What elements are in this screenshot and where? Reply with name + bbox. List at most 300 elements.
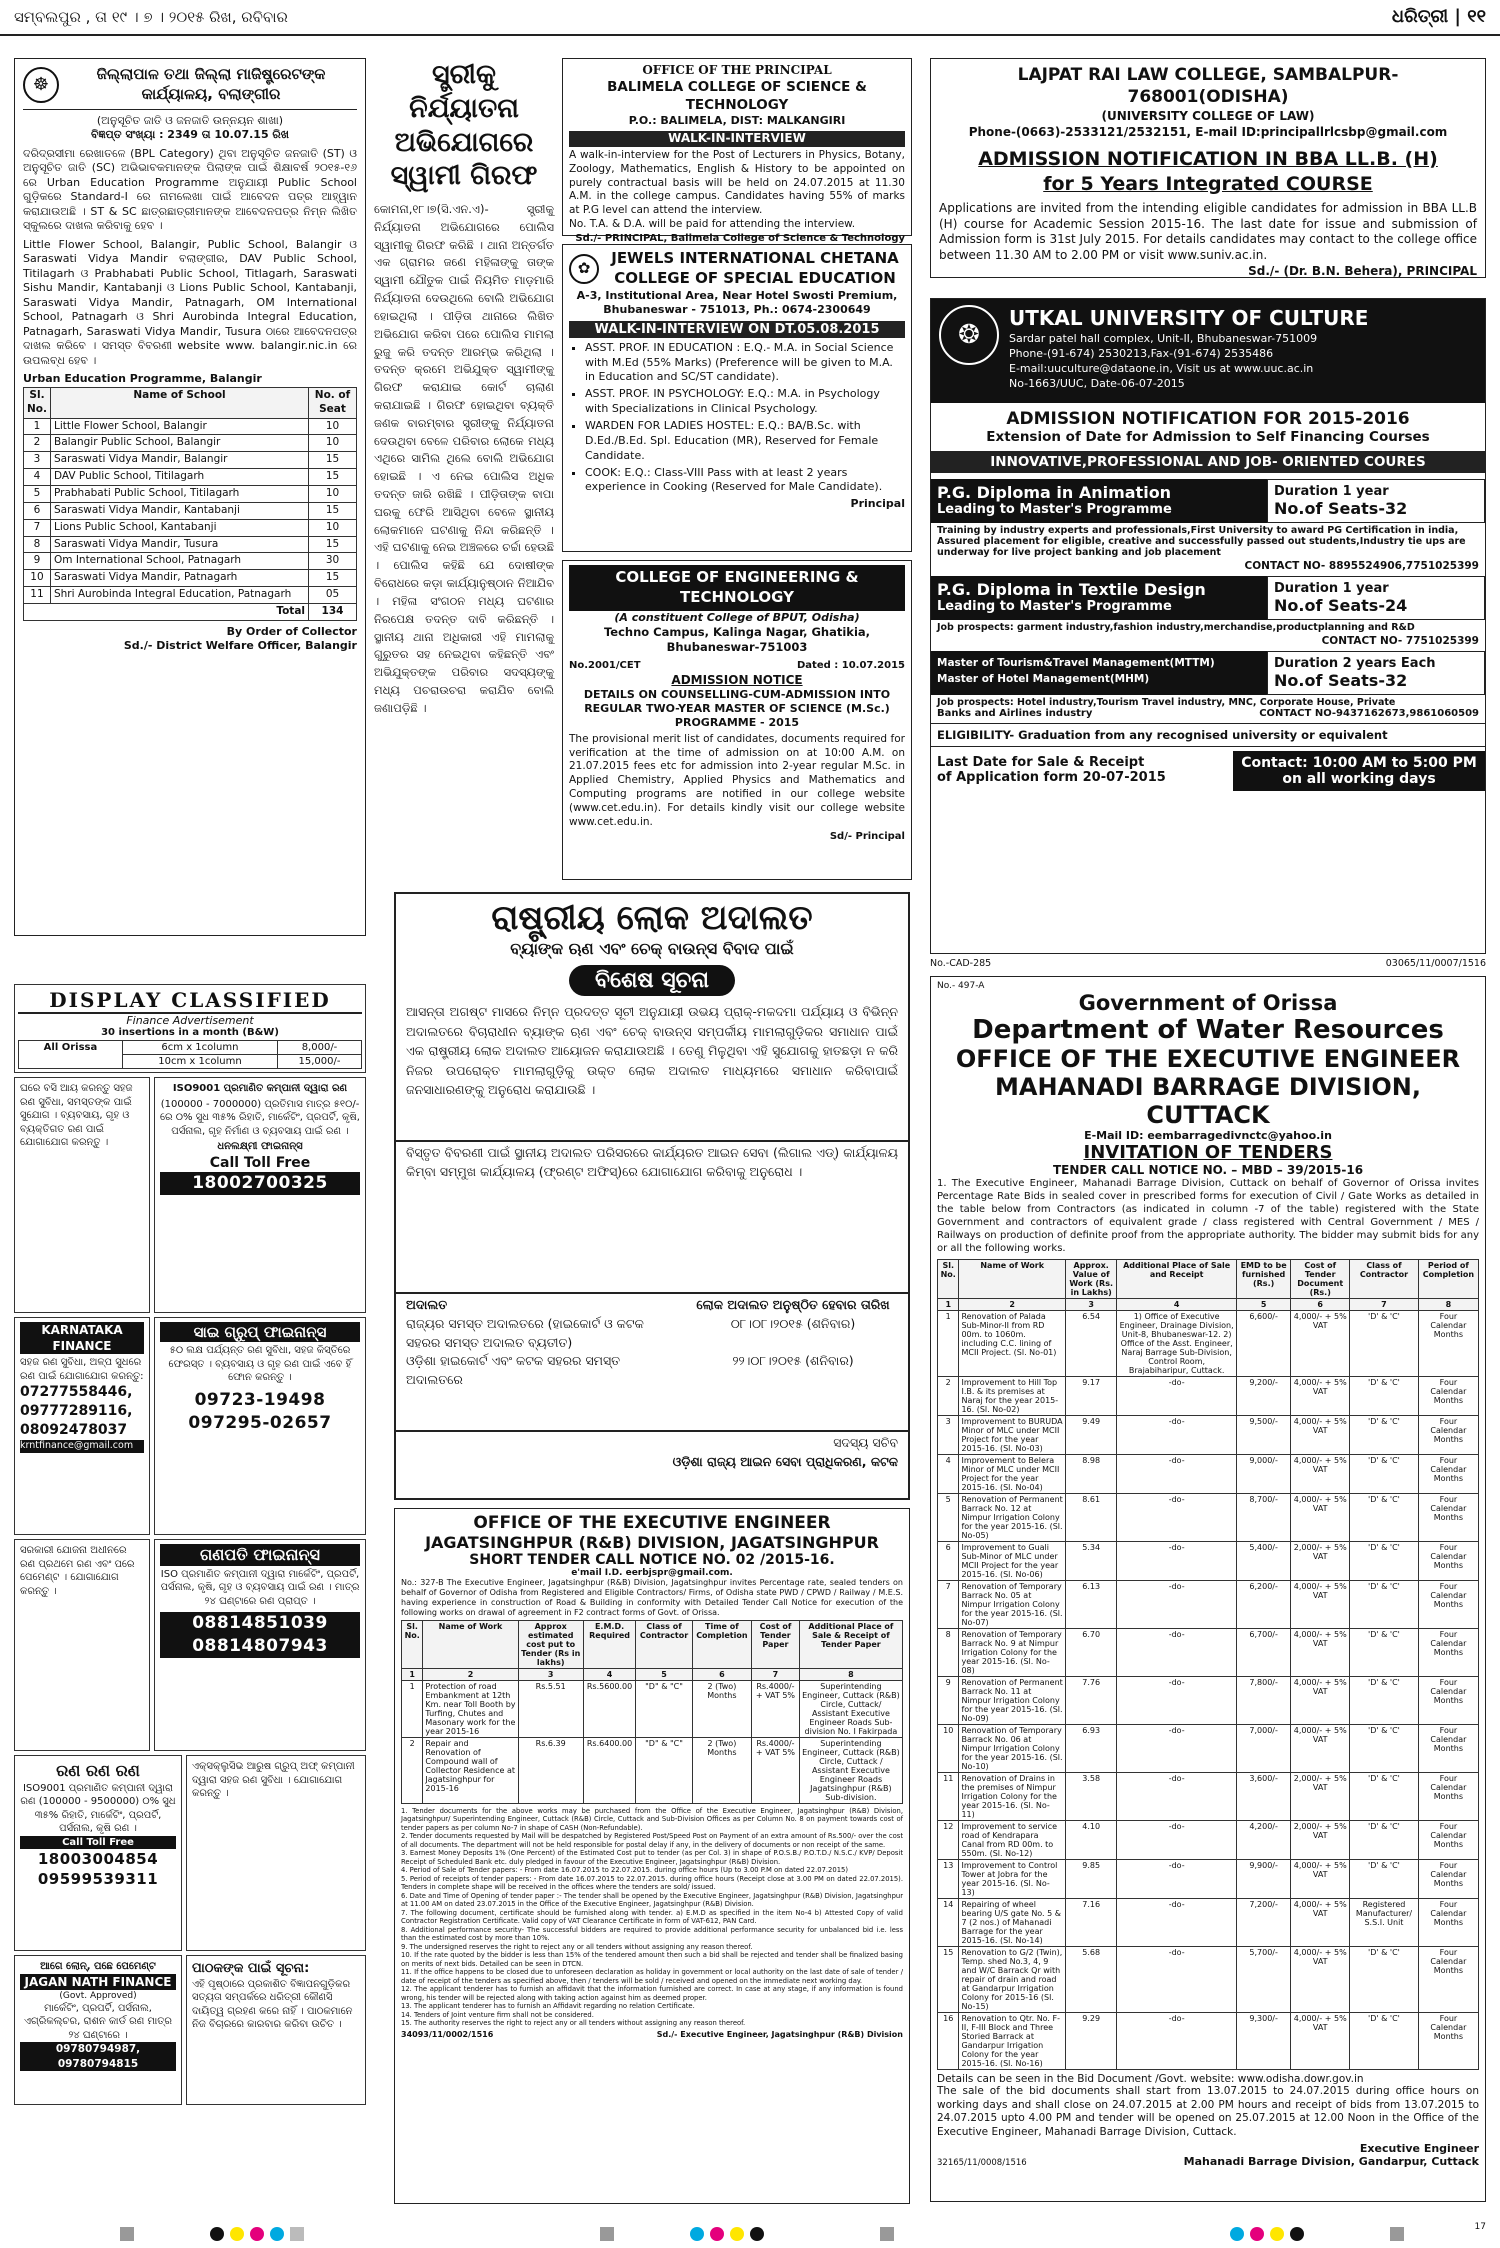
table-cell: 'D' & 'C' [1350, 1677, 1419, 1725]
adalat-p1: ଆସନ୍ତା ଅଗଷ୍ଟ ମାସରେ ନିମ୍ନ ପ୍ରଦତ୍ତ ସୂଚୀ ଅନୁଯାୟୀ ଉଭୟ ପ୍ରାକ୍-ମକଦମା ପର୍ଯ୍ୟାୟ ଓ ବିଭିନ୍ନ ଅଦାଲତରେ ବିଚାରାଧୀନ ବ୍ୟାଙ୍କ ଋଣ ଏବଂ ଚେକ୍ ବାଉନ୍ସ ସମ୍ପର୍କୀୟ ମାମଲାଗୁଡ଼ିକର ସମାଧାନ ପାଇଁ ଏକ ରାଷ୍ଟ୍ରୀୟ ଲୋକ ଅଦାଲତ ଆୟୋଜନ କରାଯାଉଅଛି । ତେଣୁ ମିଳୁଥିବା ଏହି ସୁଯୋଗକୁ ହାତଛଡ଼ା ନ କରି ନିଜର ଉପରୋକ୍ତ ମାମଲାଗୁଡ଼ିକୁ ଉକ୍ତ ଲୋକ ଅଦାଲତ ମାଧ୍ୟମରେ ସମାଧାନ କରିବାପାଇଁ ଜନସାଧାରଣଙ୍କୁ ଅନୁରୋଧ କରାଯାଉଛି । [406, 1004, 898, 1097]
table-cell: 10 [24, 570, 51, 587]
table-row [938, 1542, 1479, 1581]
table-cell: 15 [309, 570, 357, 587]
table-cell: Improvement to Control Tower at Jobra for the year 2015-16. (Sl. No-13) [959, 1860, 1065, 1899]
rin-body: ISO9001 ପ୍ରମାଣିତ କମ୍ପାନୀ ଦ୍ୱାରା ରଣ (100000 - 9500000) ୦% ସୁଧ ୩୫% ରିହାତି, ମାର୍କେଟିଂ, ପ୍ରପର୍ଟି, ପର୍ସନାଲ, କୃଷି ରଣ । [20, 1782, 176, 1835]
table-row [24, 587, 357, 604]
table-cell: Four Calendar Months [1418, 1947, 1478, 2013]
term-item: 9. The undersigned reserves the right to reject any or all tenders without assigning any reason thereof. [401, 1942, 753, 1951]
table-cell: DAV Public School, Titilagarh [50, 469, 308, 486]
table-cell: 7.16 [1065, 1899, 1116, 1947]
rin-phone2: 09599539311 [37, 1870, 159, 1889]
table-row [24, 553, 357, 570]
ad-generic-1 [14, 1077, 150, 1313]
ad-generic-3 [14, 1539, 150, 1751]
term-item: 4. Period of Sale of Tender papers: - From date 16.07.2015 to 22.07.2015. during office hours (Up to 3.00 P.M on dated 22.07.2015) [401, 1866, 848, 1875]
table-cell: Saraswati Vidya Mandir, Balangir [50, 452, 308, 469]
jsg-notice: SHORT TENDER CALL NOTICE NO. 02 /2015-16. [469, 1552, 835, 1568]
cyan-dot-icon [1230, 2227, 1244, 2241]
table-cell: 15 [309, 452, 357, 469]
course3-seats: No.of Seats-32 [1274, 671, 1408, 690]
gan-phone2: 08814807943 [160, 1635, 360, 1658]
rate-size1: 6cm x 1column [122, 1041, 277, 1055]
list-item: ▪ ASST. PROF. IN EDUCATION : E.Q.- M.A. in Social Science with M.Ed (55% Marks) (Preference will be given to M.A. in Education and SC/ST candidate). [585, 341, 905, 386]
table-cell: 2,000/- + 5% VAT [1291, 1542, 1350, 1581]
table-cell: 7 [938, 1581, 959, 1629]
table-cell: Four Calendar Months [1418, 2013, 1478, 2070]
table-cell: 9,500/- [1236, 1416, 1290, 1455]
jag-sub: (Govt. Approved) [59, 1990, 137, 2001]
sai-body: ୫୦ ଲକ୍ଷ ପର୍ଯ୍ୟନ୍ତ ରଣ ସୁବିଧା, ସହଜ କିସ୍ତିରେ ଫେରସ୍ତ । ବ୍ୟବସାୟ ଓ ଗୃହ ରଣ ପାଇଁ ଏବେ ହିଁ ଫୋନ କରନ୍ତୁ । [168, 1345, 352, 1384]
adalat-sub: ବ୍ୟାଙ୍କ ଋଣ ଏବଂ ଚେକ୍ ବାଉନ୍ସ ବିବାଦ ପାଇଁ [510, 939, 794, 959]
table-cell: 4,000/- + 5% VAT [1291, 1677, 1350, 1725]
col-head: Time of Completion [692, 1621, 751, 1669]
col-number: 6 [1291, 1299, 1350, 1311]
term-item: 12. The applicant tenderer has to furnish an affidavit that the information furnished are correct. In case at any stage, if any information is found wrong, his tender will be rejected along with taking action against him as deemed proper. [401, 1985, 903, 2002]
yellow-dot-icon [1270, 2227, 1284, 2241]
jewels-sign: Principal [850, 497, 905, 511]
col-number: 3 [1065, 1299, 1116, 1311]
magenta-dot-icon [1250, 2227, 1264, 2241]
table-cell: Rs.4000/- + VAT 5% [752, 1681, 800, 1738]
table-cell: Renovation of Temporary Barrack No. 06 at Nimpur Irrigation Colony for the year 2015-16. (Sl. No-10) [959, 1725, 1065, 1773]
table-cell: 2,000/- + 5% VAT [1291, 1773, 1350, 1821]
adalat-title: ରାଷ୍ଟ୍ରୀୟ ଲୋକ ଅଦାଲତ [491, 898, 813, 938]
water-invitation: INVITATION OF TENDERS [1083, 1142, 1333, 1163]
col-number: 7 [752, 1669, 800, 1681]
kar-head: KARNATAKA FINANCE [20, 1322, 144, 1354]
table-cell: 'D' & 'C' [1350, 1725, 1419, 1773]
ad2-head: ISO9001 ପ୍ରମାଣିତ କମ୍ପାନୀ ଦ୍ୱାରା ରଣ [172, 1083, 348, 1094]
adalat-r1b: ୦୮।୦୮।୨୦୧୫ (ଶନିବାର) [730, 1315, 856, 1331]
table-cell: Renovation of Permanent Barrack No. 12 at Nimpur Irrigation Colony for the year 2015-16. (Sl. No-05) [959, 1494, 1065, 1542]
llb-head1: ADMISSION NOTIFICATION IN BBA LL.B. (H) [978, 147, 1438, 170]
table-cell: 4,000/- + 5% VAT [1291, 1899, 1350, 1947]
table-row [402, 1738, 903, 1804]
table-cell: -do- [1117, 1377, 1237, 1416]
gray-block-icon [880, 2227, 894, 2241]
water-sign2: Mahanadi Barrage Division, Gandarpur, Cuttack [1183, 2154, 1479, 2168]
jewels-banner: WALK-IN-INTERVIEW ON DT.05.08.2015 [569, 321, 905, 338]
cyan-dot-icon [690, 2227, 704, 2241]
table-row [24, 536, 357, 553]
col-head: Class of Contractor [1350, 1260, 1419, 1299]
page-number: 17 [1474, 2222, 1486, 2232]
col-head: Sl. No. [24, 387, 51, 418]
table-row [938, 1947, 1479, 2013]
table-cell: Four Calendar Months [1418, 1542, 1478, 1581]
table-cell: Renovation to Qtr. No. F-II, F-III Block and Three Storied Barrack at Gandarpur Irrigation Colony for the year 2015-16. (Sl. No-16) [959, 2013, 1065, 2070]
sai-head: ସାଇ ଗ୍ରୁପ୍ ଫାଇନାନ୍ସ [160, 1322, 360, 1342]
table-cell: 7,000/- [1236, 1725, 1290, 1773]
course2-duration: Duration 1 year [1274, 581, 1389, 596]
table-cell: 3 [938, 1416, 959, 1455]
table-cell: 4.10 [1065, 1821, 1116, 1860]
term-item: 6. Date and Time of Opening of tender paper :- The tender shall be opened by the Executive Engineer, Jagatsinghpur (R&B) Division, Jagatsinghpur at 11.00 AM on dated 23.07.2015 in the Office of the Executive Engineer, Jagatsinghpur (R&B) Division. [401, 1891, 903, 1909]
black-dot-icon [750, 2227, 764, 2241]
utkal-footer [930, 958, 1486, 972]
ad-ganapati [154, 1539, 366, 1751]
jsg-foot-right: Sd./- Executive Engineer, Jagatsinghpur (R&B) Division [656, 2029, 903, 2039]
balimela-addr: P.O.: BALIMELA, DIST: MALKANGIRI [628, 114, 846, 128]
table-cell: Protection of road Embankment at 12th Km. near Toll Booth by Turfing, Chutes and Masonary work for the year 2015-16 [423, 1681, 518, 1738]
water-gov: Government of Orissa [1078, 991, 1338, 1015]
rate-size2: 10cm x 1column [122, 1055, 277, 1069]
university-seal-icon: ❂ [939, 305, 999, 365]
kar-phone3: 08092478037 [20, 1422, 128, 1439]
table-cell: 6,200/- [1236, 1581, 1290, 1629]
table-cell: 9,000/- [1236, 1455, 1290, 1494]
gray-block-icon [600, 2227, 614, 2241]
utkal-contact1: Contact: 10:00 AM to 5:00 PM [1241, 755, 1477, 771]
table-cell: Saraswati Vidya Mandir, Kantabanji [50, 502, 308, 519]
table-cell: 10 [938, 1725, 959, 1773]
cyan-dot-icon [270, 2227, 284, 2241]
col-head: Approx estimated cost put to Tender (Rs in lakhs) [518, 1621, 583, 1669]
table-cell: Rs.6400.00 [583, 1738, 636, 1804]
table-cell: 6.13 [1065, 1581, 1116, 1629]
table-cell: 7 [24, 519, 51, 536]
course1-seats: No.of Seats-32 [1274, 499, 1408, 518]
ad-karnataka [14, 1317, 150, 1535]
table-cell: 7,200/- [1236, 1899, 1290, 1947]
utkal-addr: Sardar patel hall complex, Unit-II, Bhubaneswar-751009 [1009, 332, 1318, 345]
table-cell: Lions Public School, Kantabanji [50, 519, 308, 536]
table-cell: 6 [938, 1542, 959, 1581]
col-number: 8 [799, 1669, 902, 1681]
water-notice: TENDER CALL NOTICE NO. – MBD – 39/2015-16 [1052, 1163, 1364, 1177]
table-cell: 2 [938, 1377, 959, 1416]
col-number: 7 [1350, 1299, 1419, 1311]
jsg-foot-left: 34093/11/0002/1516 [401, 2029, 494, 2039]
table-cell: 6 [24, 502, 51, 519]
magenta-dot-icon [710, 2227, 724, 2241]
table-row [938, 1821, 1479, 1860]
table-cell: 9,200/- [1236, 1377, 1290, 1416]
table-cell: 9.85 [1065, 1860, 1116, 1899]
table-cell: "D" & "C" [636, 1738, 692, 1804]
col-head: Class of Contractor [636, 1621, 692, 1669]
table-cell: Four Calendar Months [1418, 1416, 1478, 1455]
col-number: 5 [1236, 1299, 1290, 1311]
col-number: 2 [959, 1299, 1065, 1311]
table-row [938, 1581, 1479, 1629]
classified-title: DISPLAY CLASSIFIED [18, 988, 362, 1014]
table-cell: Improvement to Guali Sub-Minor of MLC under MCII Project for the year 2015-16. (Sl. No-06) [959, 1542, 1065, 1581]
cet-head1: ADMISSION NOTICE [671, 672, 803, 687]
col-number: 2 [423, 1669, 518, 1681]
col-head: EMD to be furnished (Rs.) [1236, 1260, 1290, 1299]
ad-sai-group [154, 1317, 366, 1535]
llb-sub: (UNIVERSITY COLLEGE OF LAW) [1101, 108, 1315, 123]
jag-body: ମାର୍କେଟିଂ, ପ୍ରପର୍ଟି, ପର୍ସନାଲ, ଏଗ୍ରିକଲ୍ଚର, ରାଶନ କାର୍ଡ ରଣ ମାତ୍ର ୨୪ ଘଣ୍ଟାରେ । [24, 2002, 172, 2041]
ad2-body: (100000 - 7000000) ପ୍ରତିମାସ ମାତ୍ର ୫୧୦/-ରେ ୦% ସୁଧ ୩୫% ରିହାତି, ମାର୍କେଟିଂ, ପ୍ରପର୍ଟି, କୃଷି, ପର୍ସନାଲ, ଗୃହ ନିର୍ମାଣ ଓ ବ୍ୟବସାୟ ପାଇଁ ରଣ । [160, 1098, 360, 1137]
table-cell: 4,000/- + 5% VAT [1291, 1725, 1350, 1773]
table-cell: -do- [1117, 1542, 1237, 1581]
table-cell: 1) Office of Executive Engineer, Drainage Division, Unit-8, Bhubaneswar-12. 2) Office of the Asst. Engineer, Naraj Barrage Sub-Division, Control Room, Brajabiharipur, Cuttack. [1117, 1311, 1237, 1377]
collector-sign1: By Order of Collector [226, 624, 357, 638]
water-foot-left: 32165/11/0008/1516 [937, 2157, 1027, 2168]
table-row [24, 570, 357, 587]
cet-addr: Techno Campus, Kalinga Nagar, Ghatikia, Bhubaneswar-751003 [603, 625, 871, 655]
table-cell: 'D' & 'C' [1350, 1773, 1419, 1821]
table-cell: Four Calendar Months [1418, 1581, 1478, 1629]
jsg-terms [401, 1807, 903, 2028]
table-row [24, 452, 357, 469]
table-cell: -do- [1117, 2013, 1237, 2070]
jewels-name2: COLLEGE OF SPECIAL EDUCATION [614, 268, 896, 287]
llb-contact: Phone-(0663)-2533121/2532151, E-mail ID:principallrlcsbp@gmail.com [968, 124, 1448, 139]
term-item: 2. Tender documents requested by Mail will be despatched by Registered Post/Speed Post on Payment of an extra amount of Rs.500/- over the cost of all documents. The department will not be held responsible for postal delay if any, in the delivery of documents or non receipt of the same. [401, 1832, 903, 1849]
table-cell: 10 [309, 486, 357, 503]
table-cell: Four Calendar Months [1418, 1311, 1478, 1377]
table-cell: 4,000/- + 5% VAT [1291, 1416, 1350, 1455]
balimela-sign: Sd./- PRINCIPAL, Balimela College of Science & Technology [575, 232, 905, 244]
term-item: 14. Tenders of Joint venture firm shall not be considered. [401, 2010, 594, 2019]
adalat-r2a: ଓଡ଼ିଶା ହାଇକୋର୍ଟ ଏବଂ କଟକ ସହରର ସମସ୍ତ ଅଦାଲତରେ [406, 1353, 621, 1387]
table-cell: 'D' & 'C' [1350, 1377, 1419, 1416]
table-cell: 4 [938, 1455, 959, 1494]
table-cell: 2,000/- + 5% VAT [1291, 1821, 1350, 1860]
utkal-head1: ADMISSION NOTIFICATION FOR 2015-2016 [1006, 409, 1410, 429]
balimela-name: BALIMELA COLLEGE OF SCIENCE & TECHNOLOGY [607, 78, 867, 113]
table-cell: Registered Manufacturer/ S.S.I. Unit [1350, 1899, 1419, 1947]
col-number: 4 [583, 1669, 636, 1681]
table-cell: 2 (Two) Months [692, 1681, 751, 1738]
collector-school-table [23, 387, 357, 621]
col-head: No. of Seat [309, 387, 357, 418]
course3-note1: Job prospects: Hotel industry,Tourism Travel industry, MNC, Corporate House, Private [937, 697, 1396, 708]
col-head: Name of Work [423, 1621, 518, 1669]
table-cell: 4,000/- + 5% VAT [1291, 1494, 1350, 1542]
table-cell: 8,700/- [1236, 1494, 1290, 1542]
table-row [938, 1860, 1479, 1899]
table-cell: Renovation of Palada Sub-Minor-II from RD 00m. to 1060m. including C.C. lining of MCII Project. (Sl. No-01) [959, 1311, 1065, 1377]
table-cell: 'D' & 'C' [1350, 1821, 1419, 1860]
adalat-sign1: ସଦସ୍ୟ ସଚିବ [833, 1435, 898, 1450]
table-cell: 7,800/- [1236, 1677, 1290, 1725]
ad-rin [14, 1755, 182, 1951]
table-cell: 2 (Two) Months [692, 1738, 751, 1804]
course3-name2: Master of Hotel Management(MHM) [937, 673, 1150, 685]
water-detail: Details can be seen in the Bid Document /Govt. website: www.odisha.dowr.gov.in [937, 2073, 1364, 2085]
table-cell: 6.70 [1065, 1629, 1116, 1677]
black-dot-icon [210, 2227, 224, 2241]
table-cell: Four Calendar Months [1418, 1377, 1478, 1416]
balimela-body: A walk-in-interview for the Post of Lecturers in Physics, Botany, Zoology, Mathematics, English & History to be appointed on purely contractual basis will be held on 24.07.2015 at 11.30 A.M. in the college campus. Candidates having 55% of marks at P.G level can attend the interview. [569, 148, 905, 217]
story-headline: ସ୍ତ୍ରୀକୁ ନିର୍ଯ୍ୟାତନା ଅଭିଯୋଗରେ ସ୍ୱାମୀ ଗିରଫ [390, 59, 538, 192]
jag-head: JAGAN NATH FINANCE [20, 1974, 176, 1990]
gan-phone1: 08814851039 [160, 1612, 360, 1635]
table-cell: Four Calendar Months [1418, 1821, 1478, 1860]
table-cell: Renovation of Temporary Barrack No. 05 at Nimpur Irrigation Colony for the year 2015-16. (Sl. No-07) [959, 1581, 1065, 1629]
rate-head: 30 insertions in a month (B&W) [101, 1027, 279, 1038]
table-cell: 'D' & 'C' [1350, 1860, 1419, 1899]
adalat-col1: ଅଦାଲତ [406, 1297, 448, 1312]
col-number: 8 [1418, 1299, 1478, 1311]
classified-sub: Finance Advertisement [126, 1014, 254, 1027]
table-cell: 5 [24, 486, 51, 503]
cet-head2: DETAILS ON COUNSELLING-CUM-ADMISSION INTO REGULAR TWO-YEAR MASTER OF SCIENCE (M.Sc.) PROGRAMME - 2015 [583, 688, 891, 729]
kar-email: krntfinance@gmail.com [20, 1440, 144, 1453]
table-cell: 8.98 [1065, 1455, 1116, 1494]
collector-body2: Little Flower School, Balangir, Public School, Balangir ଓ Saraswati Vidya Mandir ବଲାଙ୍ଗୀର, DAV Public School, Titilagarh ଓ Prabhabati Public School, Titlagarh, Saraswati Sishu Mandir, Kantabanji ଓ Lions Public School, Kantabanji, Saraswati Vidya Mandir, Patnagarh, OM International School, Patnagarh ଓ Shri Aurobinda Integral Education, Patnagarh, Saraswati Vidya Mandir, Tusura ଠାରେ ଆବେଦନପତ୍ର ଦାଖଲ କରିବେ । ସମସ୍ତ ବିବରଣୀ website www. balangir.nic.in ରେ ଉପଲବ୍ଧ ହେବ । [23, 237, 357, 367]
table-cell: Renovation of Temporary Barrack No. 9 at Nimpur Irrigation Colony for the year 2015-16. (Sl. No-08) [959, 1629, 1065, 1677]
table-cell: Repair and Renovation of Compound wall of Collector Residence at Jagatsinghpur for 2015-16 [423, 1738, 518, 1804]
table-cell: 15 [938, 1947, 959, 2013]
reader-notice [186, 1955, 366, 2105]
course1-sub: Leading to Master's Programme [937, 502, 1172, 517]
header-paper: ଧରିତ୍ରୀ | ୧୧ [1391, 6, 1486, 27]
reader-head: ପାଠକଙ୍କ ପାଇଁ ସୂଚନା: [192, 1961, 310, 1976]
table-cell: Repairing of wheel bearing U/S gate No. 5 & 7 (2 nos.) of Mahanadi Barrage for the year 2015-16. (Sl. No-14) [959, 1899, 1065, 1947]
lok-adalat-ad [394, 892, 910, 1142]
jsg-table [401, 1620, 903, 1804]
table-row [24, 469, 357, 486]
list-item: ▪ ASST. PROF. IN PSYCHOLOGY: E.Q.: M.A. in Psychology with Specializations in Clinical Psychology. [585, 387, 905, 417]
ad4-text: ଏକ୍ସକ୍ଲୁସିଭ ଆରୁଷ ଗ୍ରୁପ୍ ଅଫ୍ କମ୍ପାନୀ ଦ୍ୱାରା ସହଜ ରଣ ସୁବିଧା । ଯୋଗାଯୋଗ କରନ୍ତୁ । [192, 1761, 355, 1799]
yellow-dot-icon [730, 2227, 744, 2241]
table-cell: 5.68 [1065, 1947, 1116, 2013]
utkal-last1: Last Date for Sale & Receipt [937, 755, 1145, 770]
course1-duration: Duration 1 year [1274, 484, 1389, 499]
term-item: 8. Additional performance security- The successful bidders are required to provide additional performance security for unbalanced bid i.e. less than the estimated cost by more than 10%. [401, 1925, 903, 1943]
gray-block-icon [290, 2227, 304, 2241]
col-number: 3 [518, 1669, 583, 1681]
table-row [938, 1725, 1479, 1773]
course1-name: P.G. Diploma in Animation [937, 483, 1172, 502]
print-registration-strip [0, 2218, 1500, 2248]
table-cell: -do- [1117, 1947, 1237, 2013]
table-cell: Four Calendar Months [1418, 1455, 1478, 1494]
adalat-p2: ବିସ୍ତୃତ ବିବରଣୀ ପାଇଁ ସ୍ଥାନୀୟ ଅଦାଲତ ପରିସରରେ କାର୍ଯ୍ୟରତ ଆଇନ ସେବା (ଲିଗାଲ ଏଡ୍) କାର୍ଯ୍ୟାଳୟ କିମ୍ବା ସମ୍ମୁଖ କାର୍ଯ୍ୟାଳୟ (ଫ୍ରଣ୍ଟ ଅଫିସ୍)ରେ ଯୋଗାଯୋଗ କରିବାକୁ ଅନୁରୋଧ । [406, 1145, 898, 1179]
water-ref: No.- 497-A [937, 981, 985, 991]
jewels-list [569, 341, 905, 495]
table-cell: 'D' & 'C' [1350, 1494, 1419, 1542]
table-cell: Improvement to Hill Top I.B. & its premises at Naraj for the year 2015-16. (Sl. No-02) [959, 1377, 1065, 1416]
table-cell: 11 [938, 1773, 959, 1821]
llb-head2: for 5 Years Integrated COURSE [1043, 172, 1373, 195]
collector-notice [14, 58, 366, 936]
utkal-foot-left: No.-CAD-285 [930, 958, 992, 969]
table-cell: 4,200/- [1236, 1821, 1290, 1860]
table-row [24, 418, 357, 435]
table-cell: Renovation to G/2 (Twin), Temp. shed No.3, 4, 9 and W/C Barrack Qr with repair of drain and road at Gandarpur Irrigation Colony for 2015-16 (Sl. No-15) [959, 1947, 1065, 2013]
classified-section [14, 984, 366, 2216]
term-item: 3. Earnest Money Deposits 1% (One Percent) of the Estimated Cost put to tender (as per Col. 3) in shape of P.O.S.B./ P.O.T.D./ N.S.C./ KVP/ Deposit Receipt of Scheduled Bank etc. duly pledged in favour of the Executive Engineer, Jagatsinghpur (R&B) Division. [401, 1849, 903, 1866]
utkal-foot-right: 03065/11/0007/1516 [1385, 958, 1486, 969]
table-row [938, 2013, 1479, 2070]
cet-date: Dated : 10.07.2015 [797, 660, 905, 672]
course2-note: Job prospects: garment industry,fashion industry,merchandise,productplanning and R&D [937, 622, 1415, 633]
water-dept: Department of Water Resources [972, 1015, 1444, 1045]
adalat-r2b: ୨୨।୦୮।୨୦୧୫ (ଶନିବାର) [732, 1353, 854, 1369]
table-cell: 1 [938, 1311, 959, 1377]
course2-contact: CONTACT NO- 7751025399 [1321, 635, 1479, 647]
list-item: ▪ COOK: E.Q.: Class-VIII Pass with at least 2 years experience in Cooking (Reserved for Male Candidate). [585, 466, 905, 496]
table-cell: 'D' & 'C' [1350, 1581, 1419, 1629]
table-cell: 4,000/- + 5% VAT [1291, 1581, 1350, 1629]
table-cell: 4,000/- + 5% VAT [1291, 1311, 1350, 1377]
term-item: 7. The following document, certificate should be furnished along with tender. a) E.M.D as specified in the item No-4 b) Attested Copy of valid Contractor Registration Certificate. Valid copy of VAT Clearance Certificate in form of VAT-612, PAN Card. [401, 1908, 903, 1926]
water-intro: 1. The Executive Engineer, Mahanadi Barrage Division, Cuttack on behalf of Governor of Orissa invites Percentage Rate Bids in sealed cover in prescribed forms for execution of Civil / Gate Works as detailed in the table below from Contractors (as indicated in column -7 of the table) registered with the State Government and contractors of equivalent grade / class registered with Central Government / MES / Railways on production of definite proof from the appropriate authority. The bidder may submit bids for any or all the following works. [937, 1178, 1479, 1254]
table-cell: 10 [309, 435, 357, 452]
water-email: E-Mail ID: eembarragedivnctc@yahoo.in [1084, 1129, 1332, 1142]
table-cell: Improvement to Belera Minor of MLC under MCII Project for the year 2015-16. (Sl. No-04) [959, 1455, 1065, 1494]
table-cell: 'D' & 'C' [1350, 1416, 1419, 1455]
jag-phone: 09780794987, 09780794815 [20, 2042, 176, 2070]
kar-phone2: 09777289116, [20, 1403, 133, 1420]
term-item: 11. If the office happens to be closed due to unforeseen declaration as holiday in government or local authority on the last date of sale of tender / date of receipt of the tenders as specified above, then / tenders will be sold / received and opened on the immediate next working day. [401, 1968, 903, 1985]
table-cell: -do- [1117, 1494, 1237, 1542]
jewels-addr: A-3, Institutional Area, Near Hotel Swosti Premium, Bhubaneswar - 751013, Ph.: 0674-2300649 [576, 288, 898, 317]
table-cell: 4,000/- + 5% VAT [1291, 1947, 1350, 2013]
utkal-eligibility: ELIGIBILITY- Graduation from any recognised university or equivalent [931, 723, 1485, 747]
table-cell: Rs.5.51 [518, 1681, 583, 1738]
table-cell: 8 [938, 1629, 959, 1677]
table-cell: 05 [309, 587, 357, 604]
collector-sub: (ଅନୁସୂଚିତ ଜାତି ଓ ଜନଜାତି ଉନ୍ନୟନ ଶାଖା) [96, 113, 284, 127]
magenta-dot-icon [250, 2227, 264, 2241]
table-row [24, 519, 357, 536]
llb-name: LAJPAT RAI LAW COLLEGE, SAMBALPUR-768001(ODISHA) [1017, 65, 1399, 108]
table-cell: Rs.4000/- + VAT 5% [752, 1738, 800, 1804]
table-cell: 16 [938, 2013, 959, 2070]
ad2-phone: 18002700325 [160, 1172, 360, 1195]
table-cell: 11 [24, 587, 51, 604]
term-item: 15. The authority reserves the right to reject any or all tenders without assigning any reason thereof. [401, 2019, 746, 2028]
rate-region: All Orissa [19, 1041, 123, 1069]
course2-name: P.G. Diploma in Textile Design [937, 580, 1206, 599]
table-cell: 4 [24, 469, 51, 486]
cet-ad [562, 560, 912, 880]
table-cell: 9,900/- [1236, 1860, 1290, 1899]
col-head: Period of Completion [1418, 1260, 1478, 1299]
table-cell: 9,300/- [1236, 2013, 1290, 2070]
table-cell: Four Calendar Months [1418, 1629, 1478, 1677]
jsg-email: e'mail I.D. eerbjspr@gmail.com. [571, 1568, 733, 1578]
table-cell: 2 [24, 435, 51, 452]
list-item: ▪ WARDEN FOR LADIES HOSTEL: E.Q.: BA/B.Sc. with D.Ed./B.Ed. Spl. Education (MR), Reserved for Female Candidate. [585, 419, 905, 464]
cet-name: COLLEGE OF ENGINEERING & TECHNOLOGY [569, 565, 905, 611]
course1-note: Training by industry experts and professionals,First University to award PG Certification in india, Assured placement for eligible, creative and successfully passed out students,Industry tie ups are underway for live project banking and job placement [937, 525, 1466, 558]
lok-adalat-ad-lower [394, 1142, 910, 1294]
table-cell: Om International School, Patnagarh [50, 553, 308, 570]
table-cell: 14 [938, 1899, 959, 1947]
cet-no: No.2001/CET [569, 660, 641, 672]
col-head: Sl. No. [402, 1621, 423, 1669]
table-cell: 7.76 [1065, 1677, 1116, 1725]
story-body: କୋମନା,୧୮।୭(ସି.ଏନ.ଏ)- ସ୍ତ୍ରୀକୁ ନିର୍ଯ୍ୟାତନା ଅଭିଯୋଗରେ ପୋଲିସ ସ୍ୱାମୀକୁ ଗିରଫ କରିଛି । ଥାନା ଅନ୍ତର୍ଗତ ଏକ ଗ୍ରାମର ଜଣେ ମହିଳାଙ୍କୁ ତାଙ୍କ ସ୍ୱାମୀ ଯୌତୁକ ପାଇଁ ନିୟମିତ ମାଡ଼ମାରି ନିର୍ଯ୍ୟାତନା ଦେଉଥିଲେ ବୋଲି ଅଭିଯୋଗ ହୋଇଥିଲା । ପୀଡ଼ିତା ଥାନାରେ ଲିଖିତ ଅଭିଯୋଗ କରିବା ପରେ ପୋଲିସ ମାମଲା ରୁଜୁ କରି ତଦନ୍ତ ଆରମ୍ଭ କରିଥିଲା । ତଦନ୍ତ କ୍ରମେ ଅଭିଯୁକ୍ତ ସ୍ୱାମୀଙ୍କୁ ଗିରଫ କରାଯାଇ କୋର୍ଟ ଚାଲାଣ କରାଯାଇଛି । ଗିରଫ ହୋଇଥିବା ବ୍ୟକ୍ତି ଜଣକ ବାରମ୍ବାର ସ୍ତ୍ରୀଙ୍କୁ ନିର୍ଯ୍ୟାତନା ଦେଉଥିବା ବେଳେ ପରିବାର ଲୋକେ ମଧ୍ୟ ଏଥିରେ ସାମିଲ ଥିଲେ ବୋଲି ଅଭିଯୋଗ ହୋଇଛି । ଏ ନେଇ ପୋଲିସ ଅଧିକ ତଦନ୍ତ ଜାରି ରଖିଛି । ପୀଡ଼ିତାଙ୍କ ବାପା ଘରକୁ ଫେରି ଆସିଥିବା ବେଳେ ସ୍ଥାନୀୟ ଲୋକମାନେ ଘଟଣାକୁ ନିନ୍ଦା କରିଛନ୍ତି । ଏହି ଘଟଣାକୁ ନେଇ ଅଞ୍ଚଳରେ ଚର୍ଚ୍ଚା ହେଉଛି । ପୋଲିସ କହିଛି ଯେ ଦୋଷୀଙ୍କ ବିରୋଧରେ କଡ଼ା କାର୍ଯ୍ୟାନୁଷ୍ଠାନ ନିଆଯିବ । ମହିଳା ସଂଗଠନ ମଧ୍ୟ ଘଟଣାର ନିରପେକ୍ଷ ତଦନ୍ତ ଦାବି କରିଛନ୍ତି । ସ୍ଥାନୀୟ ଥାନା ଅଧିକାରୀ ଏହି ମାମଲାକୁ ଗୁରୁତର ସହ ନେଇଥିବା କହିଛନ୍ତି ଏବଂ ଅଭିଯୁକ୍ତଙ୍କ ପରିବାର ସଦସ୍ୟଙ୍କୁ ମଧ୍ୟ ପଚରାଉଚରା କରାଯିବ ବୋଲି ଜଣାପଡ଼ିଛି । [374, 202, 554, 715]
col-number: 1 [938, 1299, 959, 1311]
course2-sub: Leading to Master's Programme [937, 599, 1172, 614]
water-resources-tender [930, 976, 1486, 2202]
table-cell: 5.34 [1065, 1542, 1116, 1581]
table-row [938, 1377, 1479, 1416]
collector-table-title: Urban Education Programme, Balangir [23, 372, 262, 386]
utkal-band: INNOVATIVE,PROFESSIONAL AND JOB- ORIENTED COURES [931, 451, 1485, 473]
table-cell: 9.29 [1065, 2013, 1116, 2070]
table-cell: 5,700/- [1236, 1947, 1290, 2013]
ad-generic-4 [186, 1755, 366, 1951]
table-cell: 'D' & 'C' [1350, 1629, 1419, 1677]
ad-jagannath [14, 1955, 182, 2105]
sai-phone2: 097295-02657 [188, 1412, 332, 1433]
col-head: Name of School [50, 387, 308, 418]
table-cell: 9 [938, 1677, 959, 1725]
table-cell: -do- [1117, 1455, 1237, 1494]
reader-body: ଏହି ପୃଷ୍ଠାରେ ପ୍ରକାଶିତ ବିଜ୍ଞାପନଗୁଡ଼ିକର ସତ୍ୟତା ସମ୍ପର୍କରେ ଧରିତ୍ରୀ କୌଣସି ଦାୟିତ୍ୱ ଗ୍ରହଣ କରେ ନାହିଁ । ପାଠକମାନେ ନିଜ ବିଚାରରେ କାରବାର କରିବା ଉଚିତ । [192, 1978, 353, 2031]
